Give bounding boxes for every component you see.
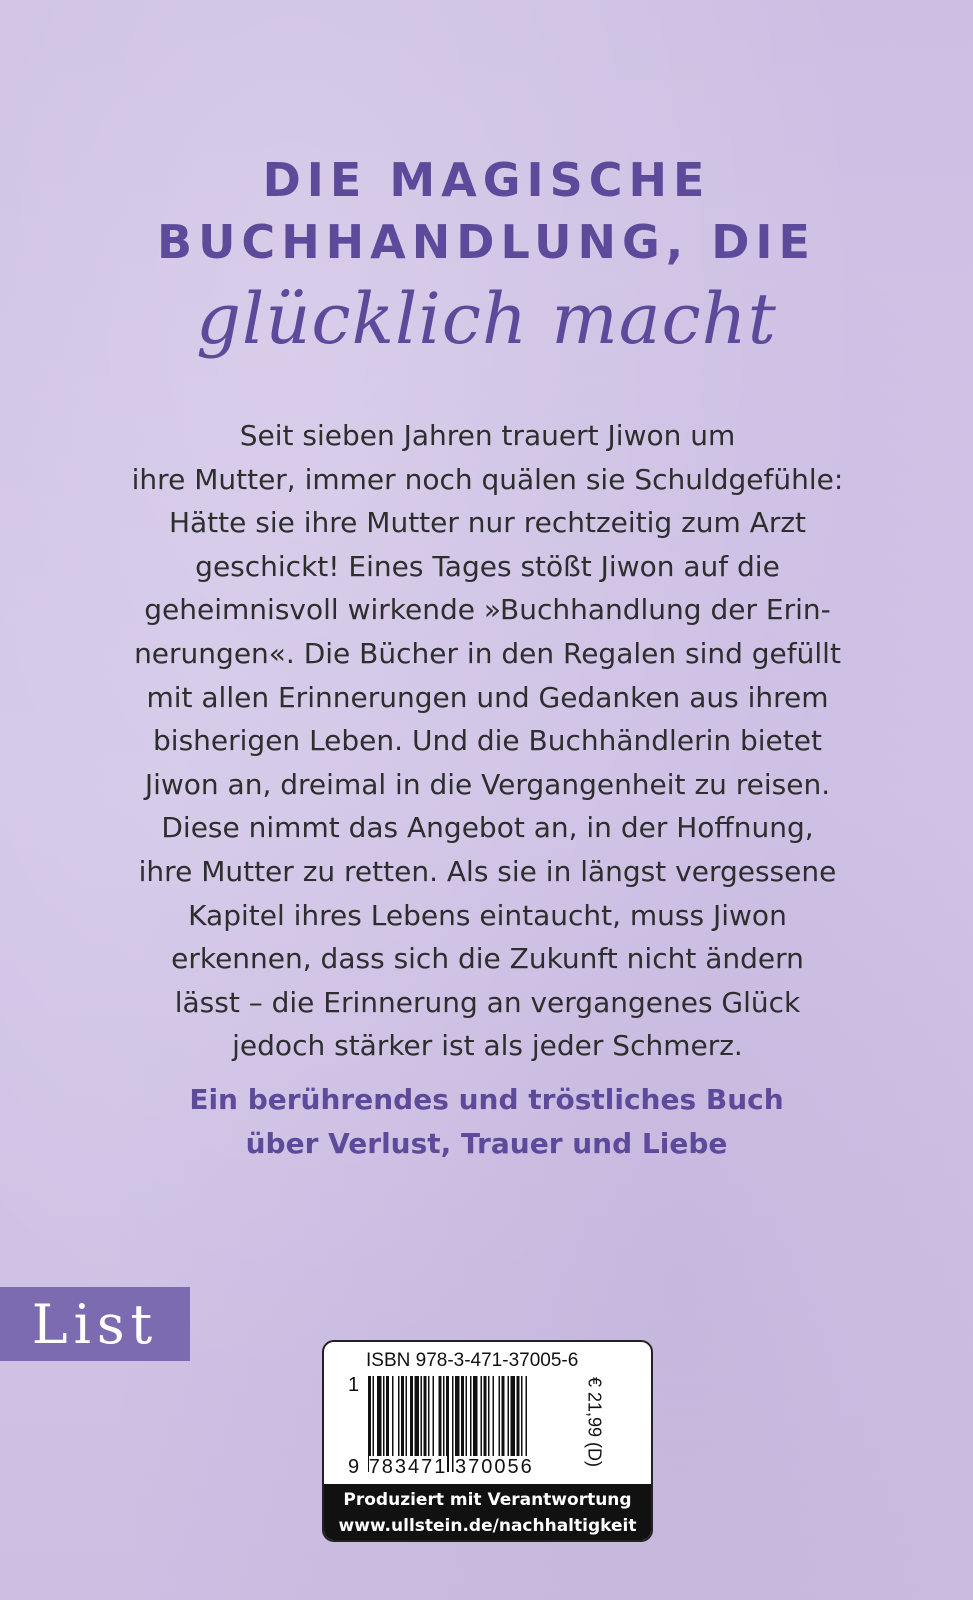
barcode-bar xyxy=(481,1376,483,1458)
barcode-bar xyxy=(428,1376,430,1458)
blurb-line: geheimnisvoll wirkende »Buchhandlung der Erin- xyxy=(144,593,831,627)
publisher-logo: List xyxy=(0,1287,190,1361)
blurb-line: Seit sieben Jahren trauert Jiwon um xyxy=(239,419,736,452)
barcode-bar xyxy=(421,1376,423,1458)
barcode-bar xyxy=(499,1376,501,1458)
barcode-bar xyxy=(493,1376,495,1458)
barcode-bar xyxy=(377,1376,382,1458)
headline-line-1: DIE MAGISCHE xyxy=(262,153,711,207)
sustainability-line-1: Produziert mit Verantwortung xyxy=(343,1490,632,1510)
barcode-bar xyxy=(488,1376,490,1458)
blurb-line: jedoch stärker ist als jeder Schmerz. xyxy=(232,1029,743,1063)
barcode-bar xyxy=(415,1376,420,1458)
barcode-bar xyxy=(508,1376,510,1458)
price-label: € 21,99 (D) xyxy=(584,1376,605,1468)
barcode-bar xyxy=(386,1376,389,1458)
barcode-bar xyxy=(439,1376,442,1458)
blurb-line: Diese nimmt das Angebot an, in der Hoffnung, xyxy=(161,811,814,845)
barcode-addon-digit: 1 xyxy=(348,1374,360,1396)
barcode-bar xyxy=(502,1376,505,1458)
barcode-bar xyxy=(470,1376,472,1458)
sustainability-note xyxy=(324,1484,651,1540)
barcode-bar xyxy=(401,1376,404,1458)
tagline xyxy=(0,1078,973,1166)
headline-script: glücklich macht xyxy=(196,278,777,360)
blurb-line: geschickt! Eines Tages stößt Jiwon auf die xyxy=(195,549,780,583)
blurb-text xyxy=(105,414,870,1068)
headline-line-2: BUCHHANDLUNG, DIE xyxy=(157,215,816,269)
barcode-digits xyxy=(348,1456,534,1479)
isbn-label: ISBN 978-3-471-37005-6 xyxy=(366,1350,579,1371)
barcode-bar xyxy=(455,1376,460,1458)
barcode-bar xyxy=(406,1376,408,1458)
barcode-bar xyxy=(398,1376,400,1458)
blurb-line: nerungen«. Die Bücher in den Regalen sind gefüllt xyxy=(134,636,841,670)
barcode-bar xyxy=(410,1376,413,1458)
barcode-bar xyxy=(392,1376,394,1458)
barcode-bar xyxy=(433,1376,435,1458)
barcode-box xyxy=(322,1340,653,1542)
blurb-line: lässt – die Erinnerung an vergangenes Glück xyxy=(174,985,801,1019)
barcode-first-digit: 9 xyxy=(348,1456,362,1478)
barcode-bar xyxy=(443,1376,445,1458)
barcode-bar xyxy=(383,1376,385,1458)
blurb-line: mit allen Erinnerungen und Gedanken aus ihrem xyxy=(146,680,829,714)
blurb-line: Kapitel ihres Lebens eintaucht, muss Jiwon xyxy=(188,898,787,932)
blurb-line: ihre Mutter zu retten. Als sie in längst vergessene xyxy=(138,854,837,888)
blurb-line: bisherigen Leben. Und die Buchhändlerin bietet xyxy=(153,724,822,758)
blurb-line: Jiwon an, dreimal in die Vergangenheit zu reisen. xyxy=(144,767,831,801)
barcode-bar xyxy=(521,1376,523,1458)
barcode-bar xyxy=(461,1376,464,1458)
barcode-bar xyxy=(511,1376,516,1458)
barcode-group-2: 370056 xyxy=(455,1456,534,1478)
barcode-group-1: 783471 xyxy=(368,1456,448,1478)
blurb-line: ihre Mutter, immer noch quälen sie Schuldgefühle: xyxy=(131,462,844,496)
barcode-bar xyxy=(466,1376,468,1458)
blurb-line: Hätte sie ihre Mutter nur rechtzeitig zum Arzt xyxy=(168,506,807,540)
sustainability-url: www.ullstein.de/nachhaltigkeit xyxy=(338,1516,637,1536)
barcode-bar xyxy=(484,1376,487,1458)
barcode-bar xyxy=(473,1376,478,1458)
blurb-line: erkennen, dass sich die Zukunft nicht ändern xyxy=(171,942,804,976)
barcode-bar xyxy=(424,1376,427,1458)
tagline-line-2: über Verlust, Trauer und Liebe xyxy=(245,1127,728,1160)
barcode-bar xyxy=(517,1376,520,1458)
tagline-line-1: Ein berührendes und tröstliches Buch xyxy=(189,1083,784,1116)
